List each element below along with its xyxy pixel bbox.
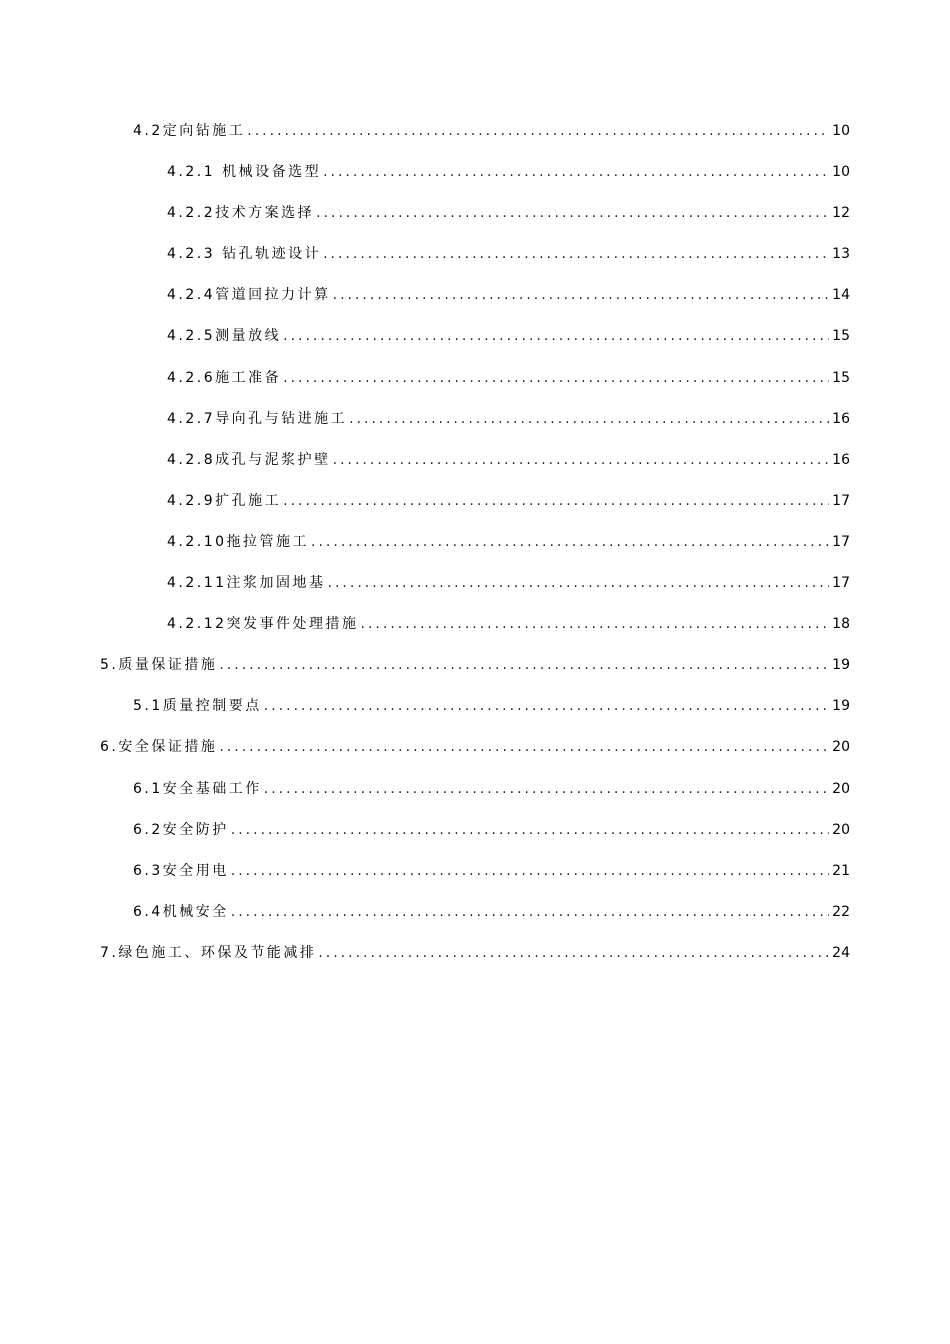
toc-dot-leader	[231, 902, 829, 922]
toc-entry-title: 6.1安全基础工作	[133, 780, 262, 797]
toc-dot-leader	[323, 162, 829, 182]
toc-entry-title: 5.1质量控制要点	[133, 698, 262, 715]
toc-entry-title: 4.2.9扩孔施工	[167, 492, 282, 509]
toc-entry-title: 5.质量保证措施	[100, 657, 218, 674]
toc-entry-page: 22	[832, 903, 850, 920]
toc-entry[interactable]	[0, 326, 950, 367]
toc-entry[interactable]	[0, 368, 950, 409]
toc-entry[interactable]	[0, 737, 950, 778]
toc-entry[interactable]	[0, 409, 950, 450]
toc-entry[interactable]	[0, 532, 950, 573]
toc-dot-leader	[333, 450, 830, 470]
toc-entry[interactable]	[0, 655, 950, 696]
toc-dot-leader	[328, 573, 830, 593]
toc-entry-page: 14	[832, 287, 850, 304]
toc-entry[interactable]	[0, 203, 950, 244]
toc-dot-leader	[333, 285, 830, 305]
toc-dot-leader	[219, 737, 829, 757]
toc-entry-page: 15	[832, 369, 850, 386]
toc-entry[interactable]	[0, 121, 950, 162]
toc-dot-leader	[311, 532, 829, 552]
toc-entry-page: 10	[832, 164, 850, 181]
toc-entry[interactable]	[0, 820, 950, 861]
toc-dot-leader	[316, 203, 829, 223]
toc-entry[interactable]	[0, 450, 950, 491]
toc-dot-leader	[231, 820, 829, 840]
toc-entry-title: 4.2.10拖拉管施工	[167, 533, 310, 550]
toc-entry-page: 21	[832, 862, 850, 879]
toc-entry-page: 17	[832, 575, 850, 592]
toc-entry[interactable]	[0, 861, 950, 902]
table-of-contents	[0, 121, 950, 984]
toc-dot-leader	[283, 491, 829, 511]
toc-entry[interactable]	[0, 902, 950, 943]
toc-entry-title: 4.2.4管道回拉力计算	[167, 287, 331, 304]
toc-entry-title: 6.4机械安全	[133, 903, 229, 920]
toc-entry-title: 4.2定向钻施工	[133, 123, 246, 139]
toc-entry[interactable]	[0, 614, 950, 655]
toc-dot-leader	[231, 861, 829, 881]
toc-entry-page: 17	[832, 492, 850, 509]
toc-entry-title: 7.绿色施工、环保及节能减排	[100, 944, 317, 961]
toc-entry-page: 19	[832, 698, 850, 715]
toc-entry[interactable]	[0, 573, 950, 614]
toc-entry[interactable]	[0, 943, 950, 984]
toc-entry-page: 12	[832, 205, 850, 222]
toc-entry-page: 19	[832, 657, 850, 674]
toc-entry-page: 17	[832, 533, 850, 550]
toc-entry-page: 15	[832, 328, 850, 345]
toc-entry[interactable]	[0, 244, 950, 285]
toc-entry-page: 20	[832, 780, 850, 797]
toc-entry-title: 4.2.1 机械设备选型	[167, 164, 322, 181]
toc-entry-page: 16	[832, 410, 850, 427]
toc-dot-leader	[318, 943, 829, 963]
toc-dot-leader	[283, 368, 829, 388]
toc-entry-page: 16	[832, 451, 850, 468]
toc-entry[interactable]	[0, 491, 950, 532]
toc-entry-title: 4.2.5测量放线	[167, 328, 282, 345]
toc-dot-leader	[283, 326, 829, 346]
toc-entry[interactable]	[0, 696, 950, 737]
toc-entry-title: 4.2.8成孔与泥浆护壁	[167, 451, 331, 468]
toc-entry-page: 10	[832, 123, 850, 139]
toc-entry-title: 6.3安全用电	[133, 862, 229, 879]
toc-entry-page: 20	[832, 739, 850, 756]
toc-dot-leader	[264, 779, 829, 799]
toc-entry-page: 24	[832, 944, 850, 961]
toc-entry-page: 18	[832, 616, 850, 633]
toc-entry-title: 4.2.2技术方案选择	[167, 205, 315, 222]
toc-dot-leader	[264, 696, 829, 716]
toc-entry[interactable]	[0, 285, 950, 326]
toc-dot-leader	[247, 121, 829, 141]
toc-entry-title: 6.安全保证措施	[100, 739, 218, 756]
toc-entry[interactable]	[0, 779, 950, 820]
toc-entry-title: 6.2安全防护	[133, 821, 229, 838]
toc-entry-title: 4.2.6施工准备	[167, 369, 282, 386]
toc-entry-title: 4.2.12突发事件处理措施	[167, 616, 359, 633]
toc-entry-title: 4.2.3 钻孔轨迹设计	[167, 246, 322, 263]
toc-dot-leader	[349, 409, 829, 429]
toc-entry-title: 4.2.7导向孔与钻进施工	[167, 410, 348, 427]
toc-dot-leader	[219, 655, 829, 675]
toc-entry-page: 13	[832, 246, 850, 263]
toc-dot-leader	[323, 244, 829, 264]
toc-entry-page: 20	[832, 821, 850, 838]
toc-entry-title: 4.2.11注浆加固地基	[167, 575, 326, 592]
toc-entry[interactable]	[0, 162, 950, 203]
toc-dot-leader	[361, 614, 830, 634]
